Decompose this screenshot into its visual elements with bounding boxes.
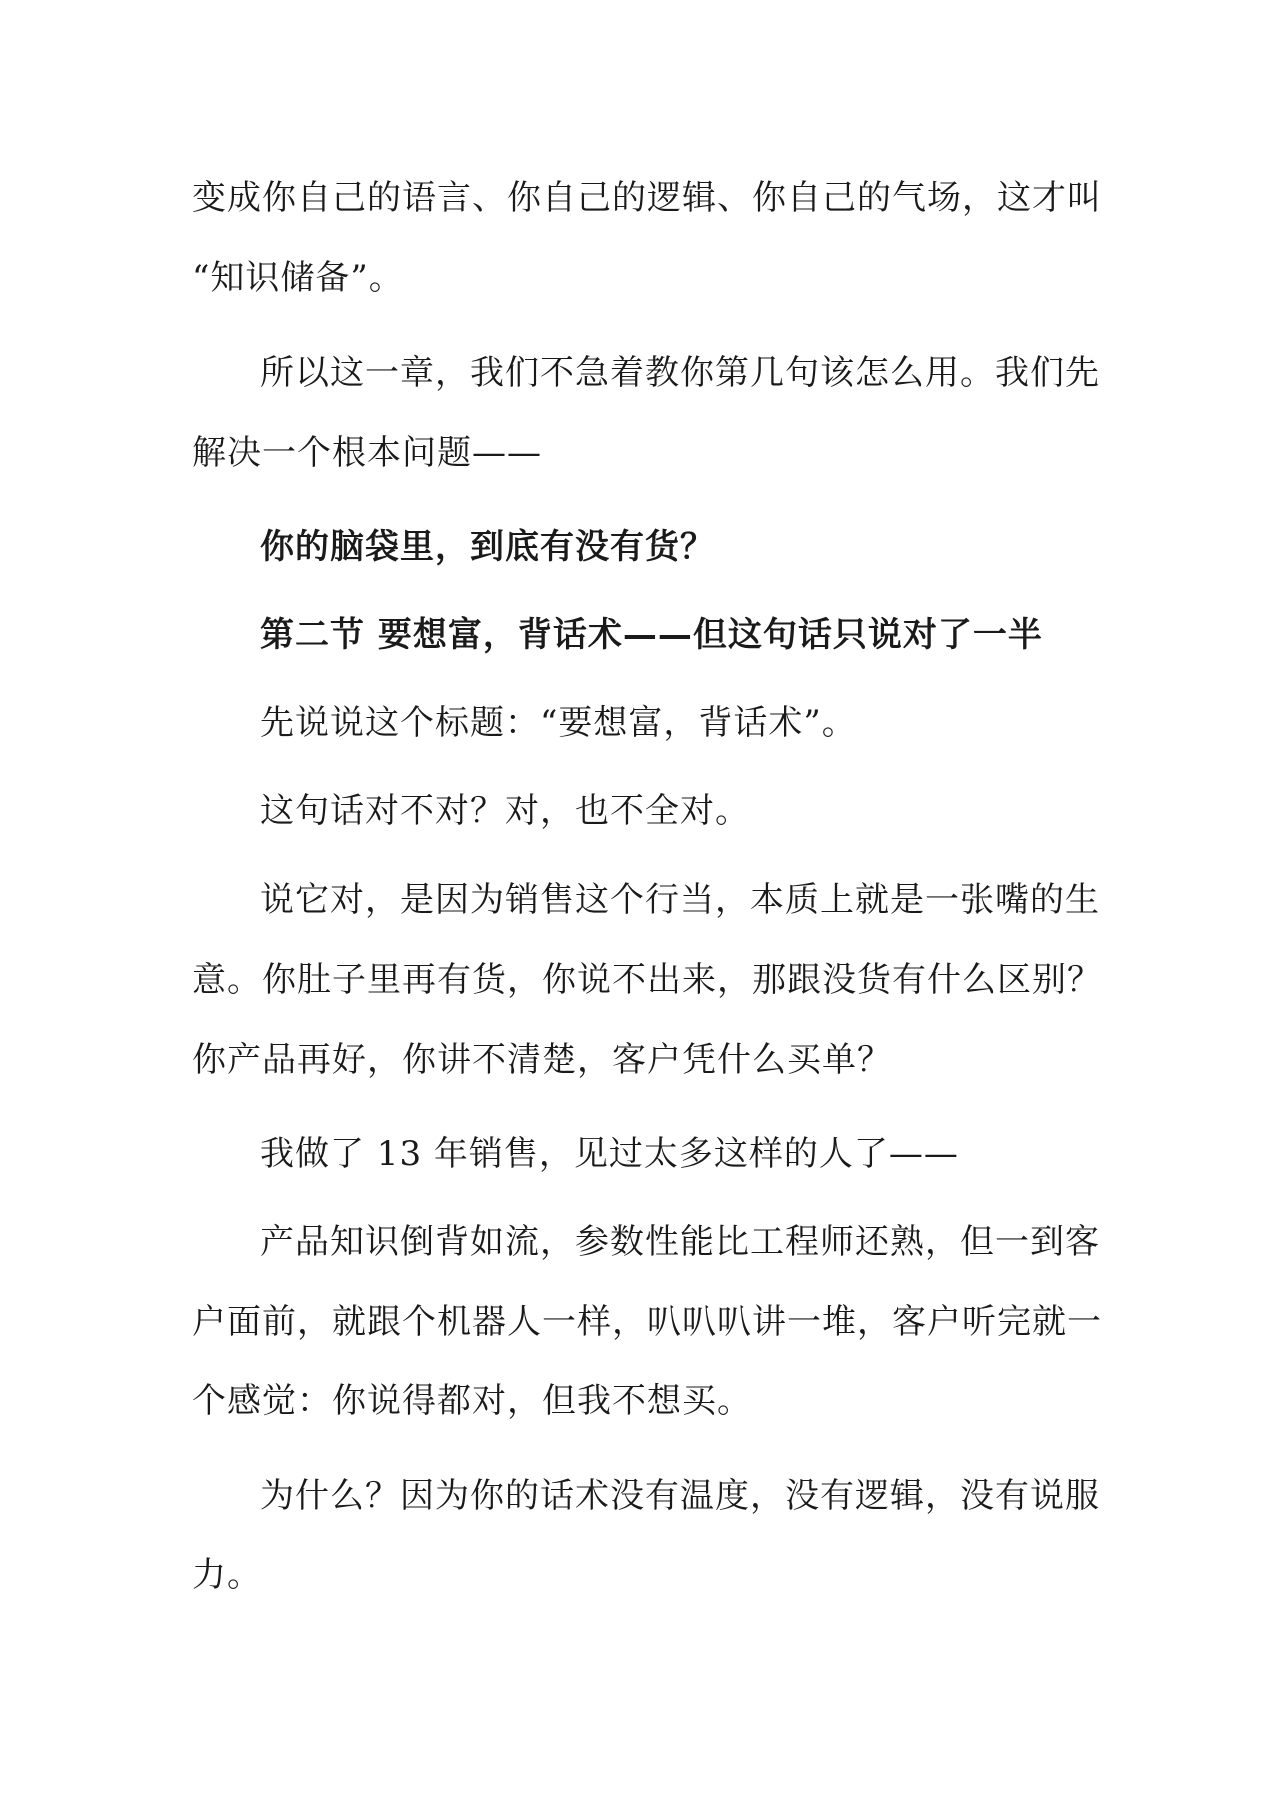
paragraph-line: 个感觉：你说得都对，但我不想买。 (192, 1381, 752, 1421)
paragraph-line: 所以这一章，我们不急着教你第几句该怎么用。我们先 (260, 353, 1100, 393)
section-heading: 第二节 要想富，背话术——但这句话只说对了一半 (260, 615, 1043, 655)
paragraph-line: 解决一个根本问题—— (192, 433, 542, 473)
paragraph-line: 先说说这个标题：“要想富，背话术”。 (260, 703, 857, 743)
paragraph-line: 意。你肚子里再有货，你说不出来，那跟没货有什么区别？ (192, 960, 1102, 1000)
paragraph-line: 说它对，是因为销售这个行当，本质上就是一张嘴的生 (260, 880, 1100, 920)
paragraph-line: 产品知识倒背如流，参数性能比工程师还熟，但一到客 (260, 1222, 1100, 1262)
paragraph-line: “知识储备”。 (192, 258, 404, 298)
paragraph-line: 变成你自己的语言、你自己的逻辑、你自己的气场，这才叫 (192, 178, 1102, 218)
paragraph-line: 你产品再好，你讲不清楚，客户凭什么买单？ (192, 1040, 892, 1080)
emphasis-line: 你的脑袋里，到底有没有货？ (260, 527, 715, 567)
paragraph-line: 户面前，就跟个机器人一样，叭叭叭讲一堆，客户听完就一 (192, 1302, 1102, 1342)
paragraph-line: 为什么？因为你的话术没有温度，没有逻辑，没有说服 (260, 1476, 1100, 1516)
paragraph-line: 力。 (192, 1555, 262, 1595)
paragraph-line: 我做了 13 年销售，见过太多这样的人了—— (260, 1134, 959, 1174)
paragraph-line: 这句话对不对？对，也不全对。 (260, 791, 750, 831)
